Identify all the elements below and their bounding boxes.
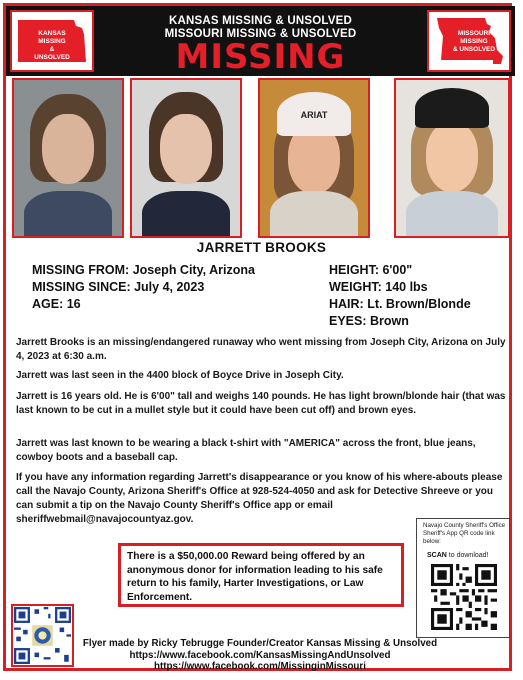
paragraph-contact: If you have any information regarding Jarrett's disappearance or you know of his where-abouts please call the Navajo County, Arizona Sheriff's Office at 928-524-4050 and ask for Detective Shreeve or you can submit a tip on the Navajo County Sheriff's Office app or email sheriffwebmail@navajocountyaz.gov.	[16, 472, 503, 525]
paragraph-summary: Jarrett Brooks is an missing/endangered runaway who went missing from Joseph City, Arizona on July 4, 2023 at 6:30 a.m.	[16, 337, 506, 362]
missing-since: MISSING SINCE: July 4, 2023	[32, 280, 205, 294]
header-line-kansas: KANSAS MISSING & UNSOLVED	[168, 15, 353, 27]
age: AGE: 16	[32, 297, 81, 311]
photo-4	[394, 78, 510, 238]
photo-1	[12, 78, 124, 238]
reward-text: There is a $50,000.00 Reward being offered by an anonymous donor for information leading to his safe return to his family, Harter Investigations, or Law Enforcement.	[127, 551, 383, 603]
black-cap-icon	[415, 88, 489, 128]
sheriff-app-qr-code[interactable]	[431, 564, 497, 630]
weight: WEIGHT: 140 lbs	[329, 280, 428, 294]
scan-label	[427, 552, 489, 559]
height: HEIGHT: 6'00"	[329, 263, 413, 277]
paragraph-last-seen: Jarrett was last seen in the 4400 block of Boyce Drive in Joseph City.	[16, 370, 344, 381]
header-line-missouri: MISSOURI MISSING & UNSOLVED	[164, 28, 357, 40]
missing-from: MISSING FROM: Joseph City, Arizona	[32, 263, 255, 277]
missouri-logo	[427, 10, 511, 72]
baseball-cap-icon	[277, 92, 351, 136]
kansas-logo	[10, 10, 94, 72]
eyes: EYES: Brown	[329, 314, 409, 328]
header-banner	[6, 6, 515, 76]
scan-word: SCAN	[427, 552, 447, 559]
footer-link-kansas[interactable]: https://www.facebook.com/KansasMissingAndUnsolved	[129, 650, 391, 661]
footer-link-missouri[interactable]: https://www.facebook.com/MissinginMissouri	[154, 661, 366, 672]
sheriff-app-box	[416, 518, 510, 638]
reward-box	[118, 543, 404, 607]
sheriff-app-text: Navajo County Sheriff's Office Sheriff's App QR code link below:	[423, 522, 506, 545]
photo-3	[258, 78, 370, 238]
missouri-logo-text: MISSOURI MISSING & UNSOLVED	[452, 30, 496, 53]
scan-suffix: to download!	[448, 552, 489, 559]
missing-title: MISSING	[175, 37, 346, 77]
paragraph-clothing: Jarrett was last known to be wearing a black t-shirt with "AMERICA" across the front, blue jeans, cowboy boots and a baseball cap.	[16, 438, 476, 463]
paragraph-description: Jarrett is 16 years old. He is 6'00" tall and weighs 140 pounds. He has light brown/blonde hair (that was last known to be cut in a mullet style but it could have been cut off) and brown eyes.	[16, 391, 506, 416]
photo-2	[130, 78, 242, 238]
kansas-logo-text: KANSAS MISSING & UNSOLVED	[34, 30, 70, 61]
cap-logo-text: ARIAT	[300, 110, 328, 120]
person-name: JARRETT BROOKS	[196, 240, 327, 255]
flyer-qr-code[interactable]	[11, 604, 74, 667]
hair: HAIR: Lt. Brown/Blonde	[329, 297, 471, 311]
footer-credit: Flyer made by Ricky Tebrugge Founder/Creator Kansas Missing & Unsolved	[82, 638, 438, 649]
